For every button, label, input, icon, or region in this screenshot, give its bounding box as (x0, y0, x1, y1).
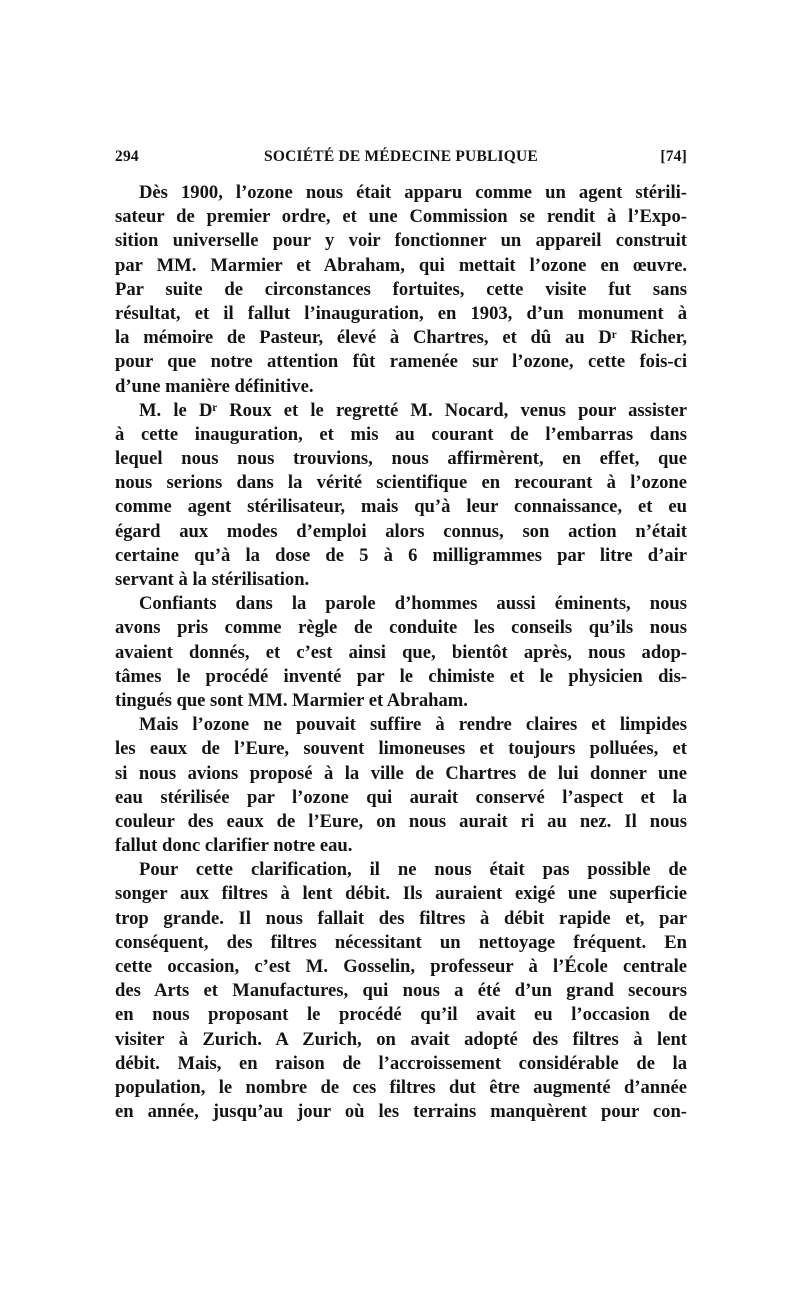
text-line: débit. Mais, en raison de l’accroissement considérable de la (115, 1052, 687, 1074)
paragraph-1 (115, 181, 687, 399)
running-header (115, 148, 687, 172)
text-line: lequel nous nous trouvions, nous affirmèrent, en effet, que (115, 448, 687, 470)
text-line: cette occasion, c’est M. Gosselin, professeur à l’École centrale (115, 956, 687, 977)
body-text (115, 181, 687, 1124)
text-line: fallut donc clarifier notre eau. (115, 835, 353, 857)
text-line: nous serions dans la vérité scientifique en recourant à l’ozone (115, 472, 687, 494)
text-line: égard aux modes d’emploi alors connus, son action n’était (115, 520, 687, 542)
paragraph-3 (115, 592, 687, 713)
paragraph-4 (115, 713, 687, 858)
text-line: trop grande. Il nous fallait des filtres à débit rapide et, par (115, 907, 687, 929)
paragraph-5 (115, 858, 687, 1124)
text-line: les eaux de l’Eure, souvent limoneuses et toujours polluées, et (115, 738, 687, 760)
section-reference: [74] (660, 148, 687, 165)
page-number: 294 (115, 148, 139, 165)
text-line: pour que notre attention fût ramenée sur l’ozone, cette fois-ci (115, 351, 687, 373)
text-line: certaine qu’à la dose de 5 à 6 milligrammes par litre d’air (115, 544, 687, 566)
text-line: visiter à Zurich. A Zurich, on avait adopté des filtres à lent (115, 1028, 687, 1050)
text-line: Pour cette clarification, il ne nous était pas possible de (139, 859, 687, 881)
text-line: Par suite de circonstances fortuites, cette visite fut sans (115, 278, 687, 300)
text-line: tingués que sont MM. Marmier et Abraham. (115, 689, 468, 711)
text-line: des Arts et Manufactures, qui nous a été d’un grand secours (115, 980, 687, 1002)
paragraph-2 (115, 399, 687, 593)
text-line: couleur des eaux de l’Eure, on nous aurait ri au nez. Il nous (115, 810, 687, 832)
text-line: Dès 1900, l’ozone nous était apparu comme un agent stérili- (139, 182, 687, 203)
text-line: avons pris comme règle de conduite les conseils qu’ils nous (115, 617, 687, 639)
text-line: avaient donnés, et c’est ainsi que, bientôt après, nous adop- (115, 641, 687, 663)
running-title: SOCIÉTÉ DE MÉDECINE PUBLIQUE (264, 148, 538, 165)
text-line: population, le nombre de ces filtres dut être augmenté d’année (115, 1076, 687, 1098)
text-line: résultat, et il fallut l’inauguration, en 1903, d’un monument à (115, 302, 687, 324)
text-line: par MM. Marmier et Abraham, qui mettait l’ozone en œuvre. (115, 254, 687, 276)
text-line: servant à la stérilisation. (115, 569, 310, 590)
text-line: en nous proposant le procédé qu’il avait eu l’occasion de (115, 1004, 687, 1026)
text-line: d’une manière définitive. (115, 375, 314, 397)
text-line: sition universelle pour y voir fonctionner un appareil construit (115, 230, 687, 252)
text-line: si nous avions proposé à la ville de Chartres de lui donner une (115, 762, 687, 784)
text-line: comme agent stérilisateur, mais qu’à leur connaissance, et eu (115, 496, 687, 518)
text-line: Confiants dans la parole d’hommes aussi éminents, nous (139, 593, 687, 615)
text-line: en année, jusqu’au jour où les terrains manquèrent pour con- (115, 1101, 687, 1123)
text-line: sateur de premier ordre, et une Commission se rendit à l’Expo- (115, 206, 687, 228)
text-line: à cette inauguration, et mis au courant de l’embarras dans (115, 423, 687, 445)
text-line: Mais l’ozone ne pouvait suffire à rendre claires et limpides (139, 714, 687, 736)
text-line: tâmes le procédé inventé par le chimiste et le physicien dis- (115, 665, 687, 687)
text-line: la mémoire de Pasteur, élevé à Chartres, et dû au Dʳ Richer, (115, 327, 687, 349)
text-line: conséquent, des filtres nécessitant un nettoyage fréquent. En (115, 931, 687, 953)
text-line: M. le Dʳ Roux et le regretté M. Nocard, venus pour assister (139, 399, 687, 421)
text-line: songer aux filtres à lent débit. Ils auraient exigé une superficie (115, 883, 687, 905)
text-line: eau stérilisée par l’ozone qui aurait conservé l’aspect et la (115, 786, 687, 808)
